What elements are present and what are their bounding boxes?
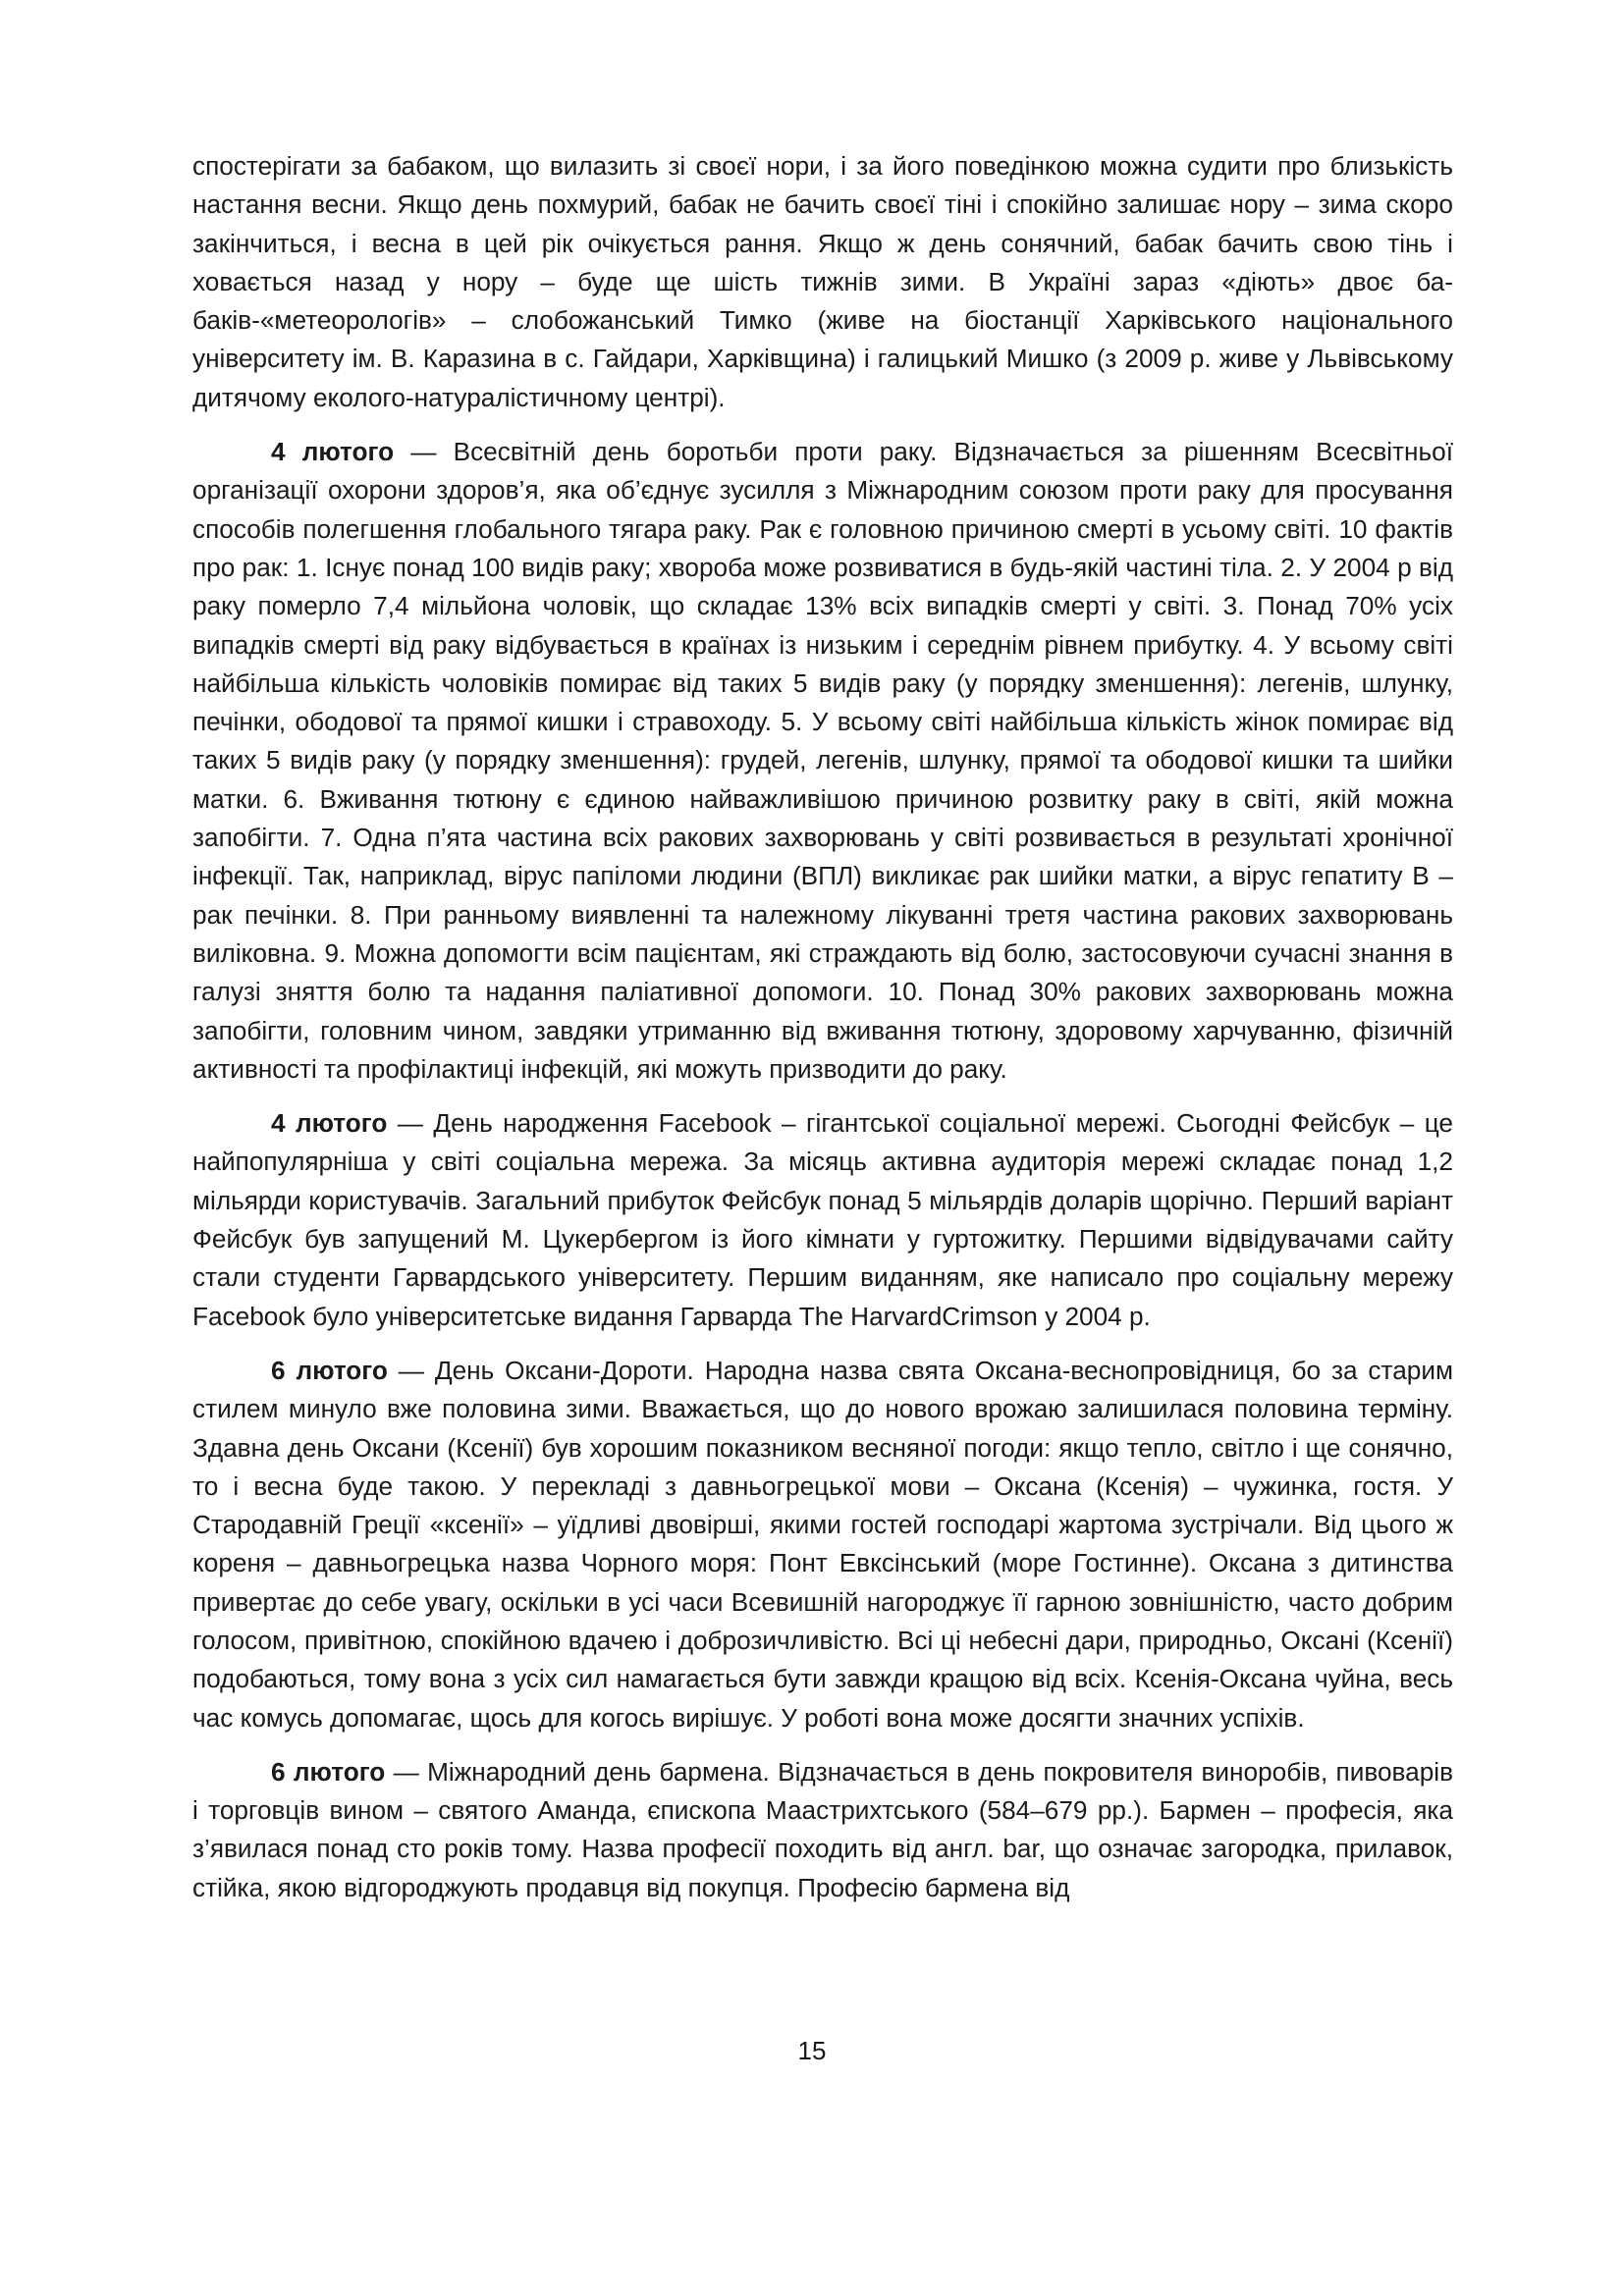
date-label: 4 лютого — [271, 1108, 388, 1139]
paragraph-text: — День Оксани-Дороти. Народна назва свята Оксана-веснопровідниця, бо за старим стилем минуло вже половина зими. Вважається, що до нового врожаю залишилася половина терміну. Здавна день Оксани (Ксенії) був хорошим показником весняної погоди: якщо тепло, світло і ще сонячно, то і весна буде такою. У перекладі з давньогрецької мови – Оксана (Ксенія) – чужинка, гостя. У Стародавній Греції «ксенії» – уїдливі двовірші, якими гостей господарі жартома зустрічали. Від цього ж кореня – давньогрецька назва Чорного моря: Понт Евксінський (море Гостинне). Оксана з дитинства привертає до себе увагу, оскільки в усі часи Всевишній нагороджує її гарною зовнішністю, часто добрим голосом, привітною, спокійною вдачею і доброзичливістю. Всі ці небесні дари, природньо, Оксані (Ксенії) подобаються, тому вона з усіх сил намагається бути завжди кращою від всіх. Ксенія-Оксана чуйна, весь час комусь допомагає, щось для когось вирішує. У роботі вона може досягти значних успіхів. — [192, 1355, 1453, 1733]
page-body — [192, 147, 1453, 1923]
paragraph-facebook-birthday — [192, 1104, 1453, 1336]
date-label: 6 лютого — [271, 1756, 386, 1787]
paragraph-bartender-day — [192, 1753, 1453, 1907]
date-label: 4 лютого — [271, 437, 395, 467]
paragraph-text: — Міжнародний день бармена. Відзначається в день покровителя виноробів, пивоварів і торговців вином – святого Аманда, єпископа Маастрихтського (584–679 рр.). Бармен – професія, яка з’явилася понад сто років тому. Назва професії походить від англ. bar, що означає загородка, прилавок, стійка, якою відгороджують продавця від покупця. Професію бармена від — [192, 1756, 1454, 1902]
paragraph-groundhog-continued — [192, 147, 1453, 417]
page-number: 15 — [797, 2036, 827, 2065]
date-label: 6 лютого — [271, 1355, 388, 1385]
paragraph-text: — Всесвітній день боротьби проти раку. Відзначається за рішенням Всесвітньої організації охорони здоров’я, яка об’єднує зусилля з Міжнародним союзом проти раку для просування способів полегшення глобального тягара раку. Рак є головною причиною смерті в усьому світі. 10 фактів про рак: 1. Існує понад 100 видів раку; хвороба може розвиватися в будь-якій частині тіла. 2. У 2004 р від раку померло 7,4 мільйона чоловік, що складає 13% всіх випадків смерті у світі. 3. Понад 70% усіх випадків смерті від раку відбувається в країнах із низьким і середнім рівнем прибутку. 4. У всьому світі найбільша кількість чоловіків помирає від таких 5 видів раку (у порядку зменшення): легенів, шлунку, печінки, ободової та прямої кишки і стравоходу. 5. У всьому світі найбільша кількість жінок помирає від таких 5 видів раку (у порядку зменшення): грудей, легенів, шлунку, прямої та ободової кишки та шийки матки. 6. Вживання тютюну є єдиною найважливішою причиною розвитку раку в світі, якій можна запобігти. 7. Одна п’ята частина всіх ракових захворювань у світі розвивається в результаті хронічної інфекції. Так, наприклад, вірус папіломи людини (ВПЛ) викликає рак шийки матки, а вірус гепатиту В – рак печінки. 8. При ранньому виявленні та належному лікуванні третя частина ракових захворювань виліковна. 9. Можна допомогти всім пацієнтам, які страждають від болю, застосовуючи сучасні знання в галузі зняття болю та надання паліативної допомоги. 10. Понад 30% ракових захворювань можна запобігти, головним чином, завдяки утриманню від вживання тютюну, здоровому харчуванню, фізичній активності та профілактиці інфекцій, які можуть призводити до раку. — [192, 437, 1453, 1084]
paragraph-text: — День народження Facebook – гігантської соціальної мережі. Сьогодні Фейсбук – це найпопулярніша у світі соціальна мережа. За місяць активна аудиторія мережі складає понад 1,2 мільярди користувачів. Загальний прибуток Фейсбук понад 5 мільярдів доларів щорічно. Перший варіант Фейсбук був запущений М. Цукербергом із його кімнати у гуртожитку. Першими відвідувачами сайту стали студенти Гарвардського університету. Першим виданням, яке написало про соціальну мережу Facebook було університетське видання Гарварда The HarvardCrimson у 2004 р. — [192, 1108, 1453, 1331]
paragraph-text: спостерігати за бабаком, що вилазить зі своєї нори, і за його поведінкою можна судити про близькість настання весни. Якщо день похмурий, бабак не бачить своєї тіні і спокійно залишає нору – зима скоро закінчиться, і весна в цей рік очікується рання. Якщо ж день сонячний, бабак бачить свою тінь і ховається назад у нору – буде ще шість тижнів зими. В Україні зараз «діють» двоє бабаків-«метеорологів» – слобожанський Тимко (живе на біостанції Харківського національного університету ім. В. Каразина в с. Гайдари, Харківщина) і галицький Мишко (з 2009 р. живе у Львівському дитячому еколого-натуралістичному центрі). — [192, 151, 1453, 412]
paragraph-oksana-day — [192, 1352, 1453, 1737]
paragraph-world-cancer-day — [192, 433, 1453, 1089]
